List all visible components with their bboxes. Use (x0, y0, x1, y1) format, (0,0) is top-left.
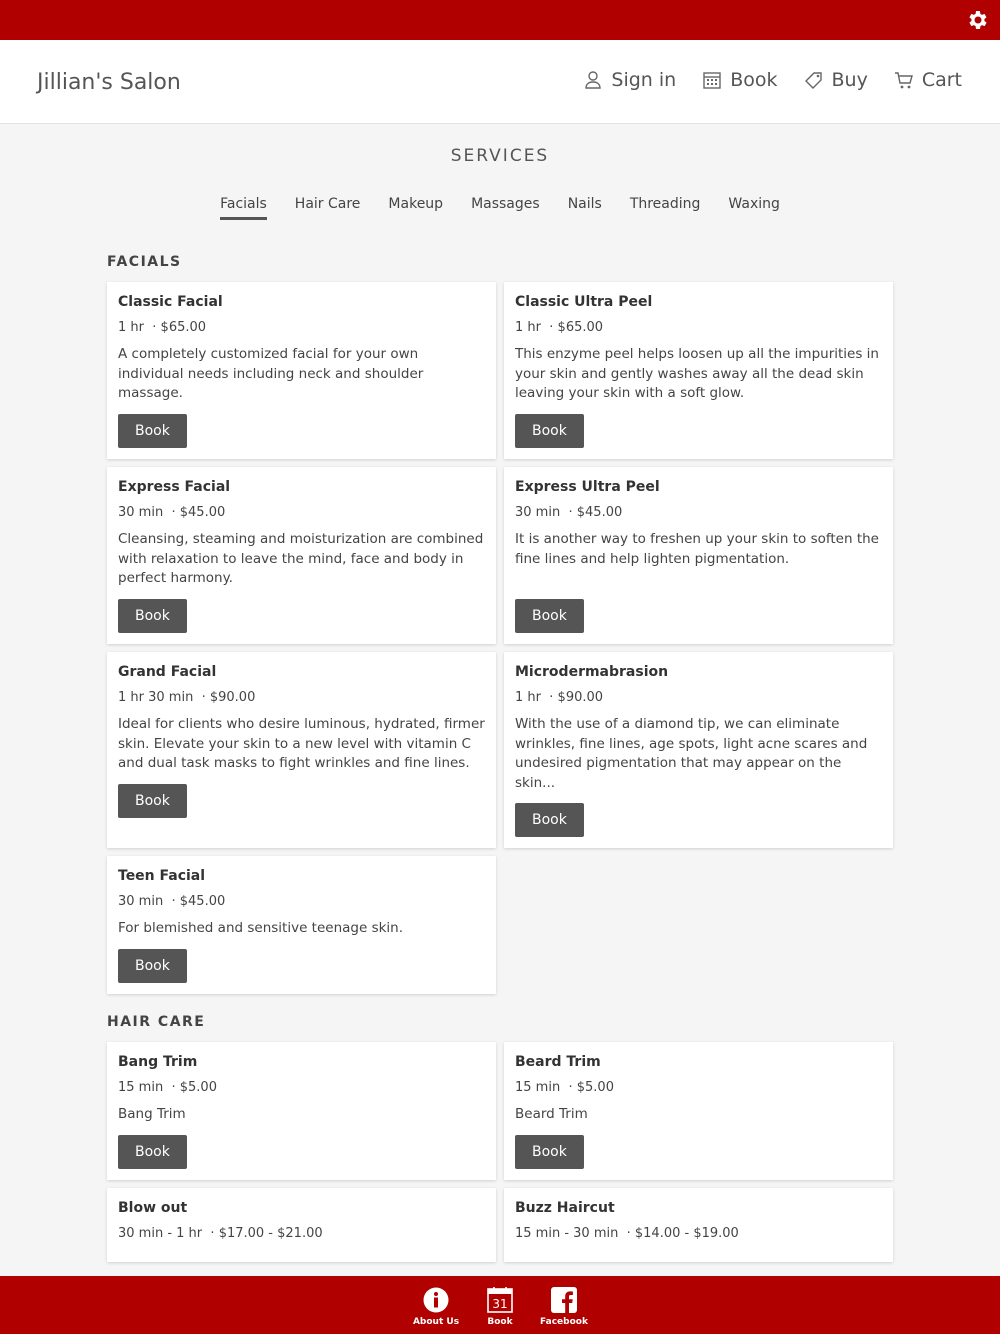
facials-grid (107, 282, 893, 994)
meta-separator: · (568, 505, 573, 520)
bottom-bar (0, 1276, 1000, 1334)
signin-label: Sign in (611, 69, 677, 91)
meta-separator: · (152, 320, 157, 335)
meta-separator: · (549, 690, 554, 705)
service-card (504, 652, 893, 848)
service-card (107, 1042, 496, 1180)
bottom-book-button[interactable] (481, 1286, 519, 1334)
service-card (107, 856, 496, 994)
brand-title[interactable]: Jillian's Salon (37, 70, 181, 95)
service-description: This enzyme peel helps loosen up all the impurities in your skin and gently washes away all the dead skin leaving your skin with a soft glow. (515, 346, 879, 401)
service-name: Express Facial (118, 479, 231, 495)
service-meta (118, 1080, 485, 1095)
about-us-button[interactable] (412, 1286, 460, 1334)
service-meta (515, 505, 882, 520)
service-card (504, 1188, 893, 1262)
cart-icon (894, 70, 914, 90)
service-duration: 1 hr (118, 320, 144, 335)
book-link[interactable] (702, 69, 777, 91)
service-price: $14.00 - $19.00 (634, 1226, 739, 1241)
service-description: It is another way to freshen up your skin to soften the fine lines and help lighten pigmentation. (515, 531, 879, 567)
service-name: Blow out (118, 1200, 188, 1216)
service-description: With the use of a diamond tip, we can eliminate wrinkles, fine lines, age spots, light acne scares and undesired pigmentation that may appear on the skin... (515, 716, 868, 791)
book-button[interactable]: Book (118, 414, 187, 448)
meta-separator: · (568, 1080, 573, 1095)
book-label: Book (730, 69, 778, 91)
service-price: $90.00 (557, 690, 604, 705)
haircare-grid (107, 1042, 893, 1262)
book-button[interactable]: Book (515, 1135, 584, 1169)
tab-nails[interactable]: Nails (567, 196, 602, 212)
tab-hair-care[interactable]: Hair Care (294, 196, 361, 212)
service-description: Bang Trim (118, 1106, 186, 1122)
tab-massages[interactable]: Massages (471, 196, 540, 212)
cart-link[interactable] (894, 69, 962, 91)
service-meta (515, 1080, 882, 1095)
book-button[interactable]: Book (118, 949, 187, 983)
user-icon (583, 70, 603, 90)
service-price: $45.00 (179, 894, 226, 909)
service-description: For blemished and sensitive teenage skin. (118, 920, 404, 936)
service-description: A completely customized facial for your own individual needs including neck and shoulder massage. (118, 346, 424, 401)
service-duration: 30 min (118, 894, 164, 909)
service-name: Teen Facial (118, 868, 206, 884)
main-nav (583, 69, 962, 91)
service-duration: 30 min - 1 hr (118, 1226, 203, 1241)
service-duration: 15 min (515, 1080, 561, 1095)
tab-waxing[interactable]: Waxing (728, 196, 780, 212)
bottom-book-label: Book (487, 1317, 513, 1327)
meta-separator: · (171, 894, 176, 909)
service-price: $45.00 (179, 505, 226, 520)
service-price: $45.00 (576, 505, 623, 520)
service-duration: 15 min (118, 1080, 164, 1095)
meta-separator: · (171, 505, 176, 520)
tab-makeup[interactable]: Makeup (388, 196, 444, 212)
service-duration: 30 min (118, 505, 164, 520)
facebook-label: Facebook (540, 1317, 588, 1327)
service-card (504, 282, 893, 459)
service-description: Beard Trim (515, 1106, 588, 1122)
meta-separator: · (210, 1226, 215, 1241)
service-price: $65.00 (160, 320, 207, 335)
tag-icon (804, 70, 824, 90)
calendar-icon (702, 70, 722, 90)
book-button[interactable]: Book (118, 1135, 187, 1169)
info-icon (422, 1286, 450, 1314)
service-duration: 30 min (515, 505, 561, 520)
service-price: $90.00 (209, 690, 256, 705)
service-name: Classic Facial (118, 294, 223, 310)
service-name: Buzz Haircut (515, 1200, 615, 1216)
service-price: $5.00 (576, 1080, 614, 1095)
service-name: Microdermabrasion (515, 664, 669, 680)
header (0, 40, 1000, 124)
calendar-day: 31 (492, 1297, 508, 1311)
buy-link[interactable] (804, 69, 868, 91)
service-duration: 1 hr (515, 690, 541, 705)
top-bar (0, 0, 1000, 40)
gear-icon[interactable] (966, 8, 990, 32)
service-name: Bang Trim (118, 1054, 198, 1070)
service-meta (118, 690, 485, 705)
service-card (107, 1188, 496, 1262)
service-price: $65.00 (557, 320, 604, 335)
service-duration: 1 hr (515, 320, 541, 335)
service-card (107, 652, 496, 848)
page-title: SERVICES (450, 146, 550, 166)
book-button[interactable]: Book (515, 414, 584, 448)
service-duration: 1 hr 30 min (118, 690, 194, 705)
service-meta (118, 894, 485, 909)
group-title-facials: FACIALS (107, 254, 182, 270)
service-duration: 15 min - 30 min (515, 1226, 619, 1241)
book-button[interactable]: Book (515, 803, 584, 837)
calendar-icon (486, 1286, 514, 1314)
service-meta (118, 1226, 485, 1241)
buy-label: Buy (831, 69, 868, 91)
service-card (504, 1042, 893, 1180)
category-tabs (0, 196, 1000, 220)
signin-link[interactable] (583, 69, 676, 91)
meta-separator: · (549, 320, 554, 335)
service-name: Classic Ultra Peel (515, 294, 653, 310)
book-button[interactable]: Book (118, 784, 187, 818)
service-name: Grand Facial (118, 664, 217, 680)
service-description: Ideal for clients who desire luminous, hydrated, firmer skin. Elevate your skin to a new level with vitamin C and dual task masks to fight wrinkles and fine lines. (118, 716, 485, 771)
service-card (107, 282, 496, 459)
service-card (504, 467, 893, 644)
services-content (107, 250, 893, 1282)
service-meta (118, 320, 485, 335)
service-card (107, 467, 496, 644)
service-meta (515, 1226, 882, 1241)
about-us-label: About Us (412, 1317, 460, 1327)
book-button[interactable]: Book (515, 599, 584, 633)
service-name: Express Ultra Peel (515, 479, 660, 495)
service-meta (515, 320, 882, 335)
service-meta (515, 690, 882, 705)
service-price: $17.00 - $21.00 (218, 1226, 323, 1241)
meta-separator: · (626, 1226, 631, 1241)
facebook-button[interactable] (540, 1286, 588, 1334)
tab-threading[interactable]: Threading (629, 196, 701, 212)
meta-separator: · (171, 1080, 176, 1095)
tab-facials[interactable]: Facials (220, 196, 267, 220)
cart-label: Cart (921, 69, 962, 91)
service-price: $5.00 (179, 1080, 217, 1095)
service-description: Cleansing, steaming and moisturization are combined with relaxation to leave the mind, face and body in perfect harmony. (118, 531, 484, 586)
facebook-icon (550, 1286, 578, 1314)
meta-separator: · (201, 690, 206, 705)
service-meta (118, 505, 485, 520)
service-name: Beard Trim (515, 1054, 601, 1070)
book-button[interactable]: Book (118, 599, 187, 633)
group-title-hair-care: HAIR CARE (107, 1014, 206, 1030)
